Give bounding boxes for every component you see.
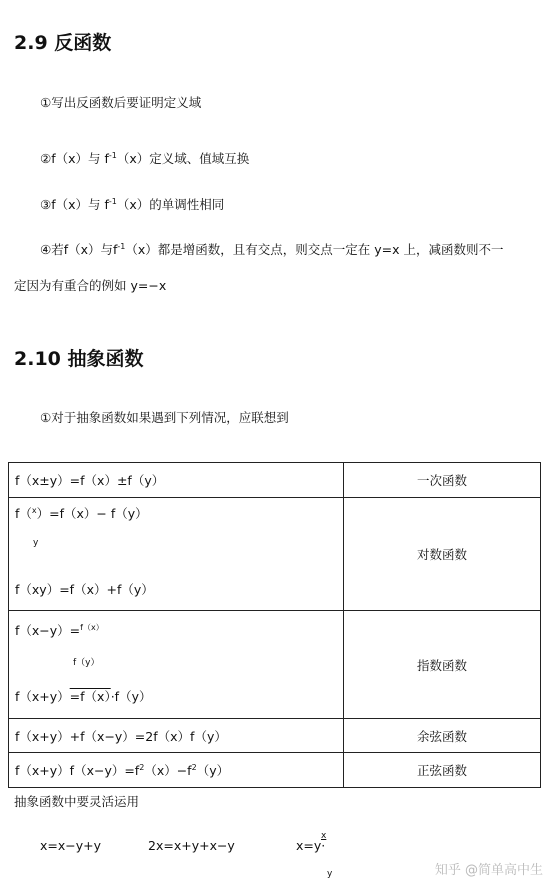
inverse-item-1: ①写出反函数后要证明定义域 xyxy=(40,95,202,110)
table-row xyxy=(9,719,541,753)
inverse-item-4: ④若f（x）与$f^{-1}(x)$都是增函数，且有交点，则交点一定在 y=x 上，减函数则不一 xyxy=(40,241,504,257)
formula-cell: f（$^x$）=f（x）− f（y） y f（xy）=f（x）+f（y） xyxy=(9,498,344,611)
function-label: 指数函数 xyxy=(344,611,541,719)
fraction-denominator: y xyxy=(327,869,333,879)
function-label: 正弦函数 xyxy=(344,753,541,788)
section-heading-inverse-function: 2.9 反函数 xyxy=(14,32,112,54)
formula-cell: f（x−y）=$^{f(x)}$ f（y） f（x+y）=f（x）·f（y） xyxy=(9,611,344,719)
inverse-item-4-continued: 定因为有重合的例如 y=−x xyxy=(14,278,167,293)
inverse-item-3: ③f（x）与 $f^{-1}(x)$的单调性相同 xyxy=(40,196,225,212)
formula-cell: f（x+y）+f（x−y）=2f（x）f（y） xyxy=(9,719,344,753)
function-label: 对数函数 xyxy=(344,498,541,611)
function-label: 余弦函数 xyxy=(344,719,541,753)
table-row xyxy=(9,463,541,498)
identity-equation-1: x=x−y+y xyxy=(40,838,102,853)
function-label: 一次函数 xyxy=(344,463,541,498)
identity-equation-2: 2x=x+y+x−y xyxy=(148,838,235,853)
table-row xyxy=(9,753,541,788)
formula-cell: $f(x+y)f(x-y)=f^2(x)-f^2(y)$ xyxy=(9,753,344,788)
function-table xyxy=(8,462,541,788)
abstract-item-1: ①对于抽象函数如果遇到下列情况，应联想到 xyxy=(40,410,289,425)
table-row xyxy=(9,611,541,719)
zhihu-watermark: 知乎 @简单高中生 xyxy=(434,863,543,878)
identity-equation-3: x=y· xyxy=(296,838,326,853)
formula-cell: f（x±y）=f（x）±f（y） xyxy=(9,463,344,498)
abstract-tip: 抽象函数中要灵活运用 xyxy=(14,794,140,809)
section-heading-abstract-function: 2.10 抽象函数 xyxy=(14,348,144,370)
fraction-numerator: x xyxy=(321,831,327,841)
table-row xyxy=(9,498,541,611)
inverse-item-2: ②f（x）与 $f^{-1}(x)$定义域、值域互换 xyxy=(40,150,250,166)
